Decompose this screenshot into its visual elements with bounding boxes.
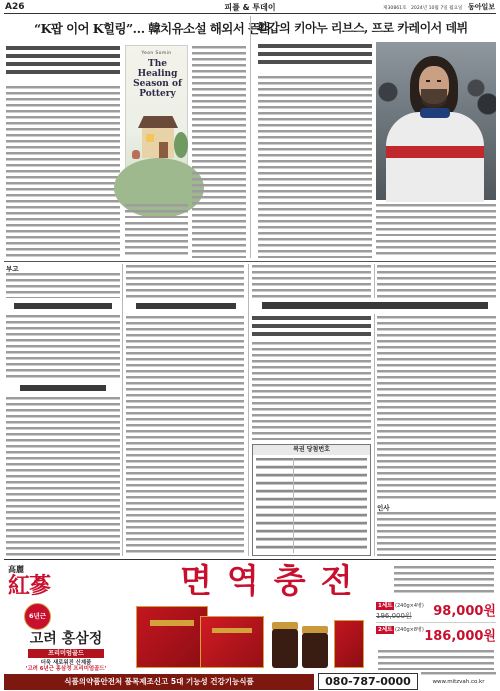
issue-info xyxy=(383,3,495,13)
book-title: The Healing Season of Pottery xyxy=(133,59,182,99)
brief-headline-3 xyxy=(136,303,236,309)
col3-top-text xyxy=(252,265,371,298)
jar-body-1 xyxy=(272,629,298,668)
ad-top-rule xyxy=(4,559,496,560)
section-title: 피플 & 투데이 xyxy=(224,3,276,12)
ad-offer-1 xyxy=(376,601,496,623)
personnel-label: 인사 xyxy=(377,504,390,512)
ad-tagline-1: 더욱 새로워진 신제품 xyxy=(40,660,92,666)
column-rule-3b xyxy=(374,314,375,556)
ad-product-name: 고려 홍삼정 xyxy=(29,631,103,647)
ad-certification-band: 식품의약품안전처 품목제조신고 5대 기능성 건강기능식품 xyxy=(4,674,314,690)
keanu-body-col1 xyxy=(258,76,372,258)
healing-body-col2 xyxy=(125,222,188,258)
paper-name: 동아일보 xyxy=(467,2,495,11)
column-rule-3a xyxy=(374,264,375,298)
brief-headline-2 xyxy=(20,385,106,391)
keanu-headline: 환갑의 키아누 리브스, 프로 카레이서 데뷔 xyxy=(257,21,468,35)
issue-date: 2024년 10월 7일 월요일 xyxy=(411,6,463,11)
photo-eye-right xyxy=(437,80,441,82)
healing-subheads xyxy=(6,46,120,78)
gift-box-medium xyxy=(200,616,264,668)
lottery-box xyxy=(252,444,371,556)
page-number: A26 xyxy=(5,2,25,12)
brief-headline-1 xyxy=(14,303,112,309)
top-column-rule xyxy=(250,16,251,258)
obituary-text xyxy=(6,273,120,298)
cover-pot xyxy=(132,150,140,159)
ad-tagline-2: ‘고려 6년근 홍삼정 프리미엄골드’ xyxy=(25,666,107,672)
keanu-subheads xyxy=(258,44,372,68)
header-rule xyxy=(4,13,496,14)
offer-1-set: 1세트 xyxy=(378,603,393,609)
brief-text-1 xyxy=(6,315,120,379)
ad-phone-number: 080-787-0000 xyxy=(318,673,418,690)
healing-body-col3 xyxy=(192,46,246,258)
brief-text-3 xyxy=(126,316,244,556)
keanu-photo-caption xyxy=(376,204,496,236)
column-rule-2 xyxy=(248,264,249,556)
gift-box-medium-label xyxy=(212,628,252,633)
offer-1-sale-price: 98,000원 xyxy=(433,604,496,619)
pet-article-text-1 xyxy=(252,342,371,440)
lottery-table xyxy=(256,458,367,553)
ad-brand-logo xyxy=(8,564,78,602)
photo-suit-stripe xyxy=(386,146,484,158)
photo-beard xyxy=(421,89,447,108)
offer-1-detail: (240g×4병) xyxy=(395,603,424,609)
ad-bottom-right-text xyxy=(421,672,496,677)
book-cover-image xyxy=(125,45,188,201)
middle-section-rule xyxy=(4,261,496,262)
ad-product-sub-banner: 프리미엄골드 xyxy=(28,649,104,658)
lottery-title: 복권 당첨번호 xyxy=(253,445,370,455)
ad-top-right-text xyxy=(394,566,494,594)
cover-door xyxy=(159,142,168,158)
cover-house xyxy=(142,128,174,158)
photo-eye-left xyxy=(426,80,430,82)
ad-website: www.mitzvah.co.kr xyxy=(432,679,485,685)
healing-headline: “K팝 이어 K힐링”… 韓치유소설 해외서 뜬다 xyxy=(34,21,271,36)
cover-window xyxy=(146,134,154,142)
ad-six-year-badge: 6년근 xyxy=(24,603,51,630)
cover-tree xyxy=(174,132,188,158)
healing-body-col1 xyxy=(6,86,120,258)
personnel-text xyxy=(377,512,496,556)
col2-top-text xyxy=(126,265,244,298)
issue-number: 제30861호 xyxy=(383,6,407,11)
offer-2-detail: (240g×8병) xyxy=(395,627,424,633)
ad-order-info-text xyxy=(378,650,494,670)
gift-box-small xyxy=(334,620,364,668)
gift-box-large xyxy=(136,606,208,668)
cover-roof xyxy=(138,116,178,128)
ad-offer-2 xyxy=(376,625,496,647)
photo-suit-collar xyxy=(420,108,450,118)
offer-2-sale-price: 186,000원 xyxy=(424,629,496,644)
book-caption xyxy=(125,204,188,218)
book-author: Yeon Somin xyxy=(141,51,172,56)
pet-article-text-2 xyxy=(377,316,496,500)
gift-box-large-label xyxy=(150,620,194,626)
product-set-image xyxy=(130,602,370,670)
column-rule-1 xyxy=(122,264,123,556)
offer-1-regular-price: 196,000원 xyxy=(376,612,412,620)
keanu-body-col2 xyxy=(376,240,496,258)
lottery-table-divider xyxy=(293,458,294,553)
col4-top-text xyxy=(377,265,496,298)
ad-brand-large: 紅蔘 xyxy=(8,573,51,599)
ad-headline: 면역충전 xyxy=(180,561,368,600)
brief-text-2 xyxy=(6,397,120,556)
keanu-reeves-photo xyxy=(376,42,496,200)
offer-2-set: 2세트 xyxy=(378,627,393,633)
jar-body-2 xyxy=(302,633,328,668)
obituary-label: 부고 xyxy=(6,265,19,273)
pet-article-subheads xyxy=(252,316,371,338)
ad-brand-small: 高麗 xyxy=(8,564,24,574)
pet-article-headline xyxy=(262,302,488,309)
